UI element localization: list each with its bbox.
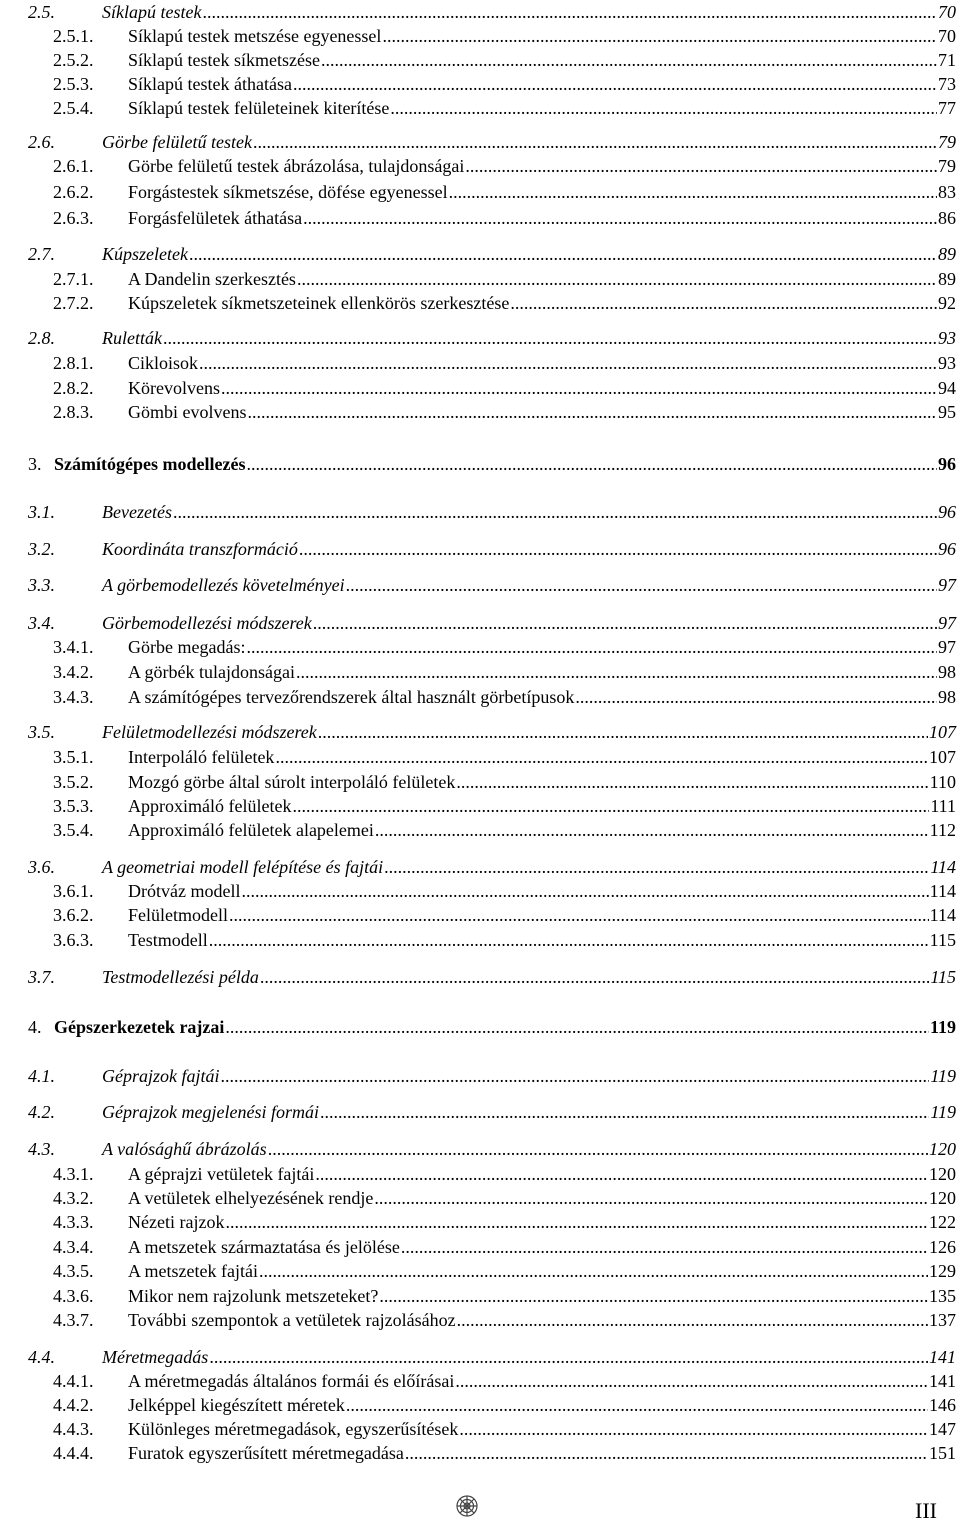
toc-entry-number: 3.4.2. (53, 662, 94, 682)
toc-entry-number: 3.5. (28, 722, 55, 742)
toc-entry-number: 2.6. (28, 132, 55, 152)
toc-entry[interactable] (53, 1187, 956, 1209)
toc-dot-leader (459, 1418, 928, 1440)
toc-dot-leader (189, 243, 937, 265)
toc-entry[interactable] (53, 661, 956, 683)
toc-dot-leader (209, 1346, 928, 1368)
toc-entry-page: 110 (929, 772, 956, 792)
toc-entry-title: Géprajzok megjelenési formái (102, 1102, 319, 1122)
toc-entry-title: Síklapú testek felületeinek kiterítése (128, 98, 390, 118)
toc-entry-number: 3.3. (28, 575, 55, 595)
toc-entry-title: A görbemodellezés követelményei (102, 575, 345, 595)
toc-entry-title: Bevezetés (102, 502, 172, 522)
toc-entry-page: 120 (929, 1188, 956, 1208)
toc-dot-leader (173, 501, 937, 523)
toc-dot-leader (296, 661, 937, 683)
toc-entry-number: 4.4.4. (53, 1443, 94, 1463)
toc-entry-title: Koordináta transzformáció (102, 539, 298, 559)
toc-dot-leader (199, 352, 937, 374)
toc-entry-page: 71 (938, 50, 956, 70)
toc-entry-title: Felületmodell (128, 905, 228, 925)
toc-dot-leader (321, 49, 937, 71)
toc-entry-number: 4.3.7. (53, 1310, 94, 1330)
toc-entry-page: 114 (930, 857, 956, 877)
toc-entry-page: 94 (938, 378, 956, 398)
toc-entry-page: 111 (930, 796, 956, 816)
toc-entry-title: Testmodellezési példa (102, 967, 259, 987)
toc-entry-page: 70 (938, 2, 956, 22)
toc-entry[interactable] (53, 746, 956, 768)
toc-entry-title: Síklapú testek áthatása (128, 74, 292, 94)
toc-entry-title: Furatok egyszerűsített méretmegadása (128, 1443, 404, 1463)
toc-entry-page: 120 (929, 1164, 956, 1184)
toc-entry-title: A vetületek elhelyezésének rendje (128, 1188, 374, 1208)
toc-entry-page: 135 (929, 1286, 956, 1306)
toc-dot-leader (221, 1065, 930, 1087)
toc-dot-leader (449, 181, 937, 203)
toc-entry-page: 112 (929, 820, 956, 840)
toc-entry-title: Felületmodellezési módszerek (102, 722, 317, 742)
toc-entry-title: Síklapú testek síkmetszése (128, 50, 320, 70)
toc-entry-title: Approximáló felületek (128, 796, 292, 816)
toc-entry-page: 89 (938, 244, 956, 264)
toc-dot-leader (510, 292, 937, 314)
toc-dot-leader (225, 1211, 928, 1233)
toc-entry-page: 86 (938, 208, 956, 228)
toc-entry-number: 3.2. (28, 539, 55, 559)
toc-entry-number: 2.6.3. (53, 208, 94, 228)
toc-entry[interactable] (53, 1309, 956, 1331)
toc-entry-page: 114 (929, 905, 956, 925)
toc-entry[interactable] (28, 538, 956, 560)
toc-dot-leader (379, 1285, 928, 1307)
rosette-ornament-icon (455, 1494, 479, 1518)
toc-entry-number: 4.3.2. (53, 1188, 94, 1208)
toc-entry[interactable] (53, 1211, 956, 1233)
toc-entry-page: 96 (938, 502, 956, 522)
toc-entry-number: 2.5.4. (53, 98, 94, 118)
toc-entry[interactable] (53, 1442, 956, 1464)
toc-dot-leader (292, 795, 929, 817)
toc-dot-leader (315, 1163, 928, 1185)
toc-entry-page: 93 (938, 328, 956, 348)
toc-entry[interactable] (53, 1260, 956, 1282)
toc-entry[interactable] (53, 636, 956, 658)
toc-entry-title: Géprajzok fajtái (102, 1066, 220, 1086)
toc-dot-leader (457, 1309, 928, 1331)
toc-entry-title: További szempontok a vetületek rajzolásához (128, 1310, 456, 1330)
toc-entry-number: 3.5.2. (53, 772, 94, 792)
toc-entry-number: 4.1. (28, 1066, 55, 1086)
toc-entry[interactable] (28, 1346, 956, 1368)
toc-entry[interactable] (53, 377, 956, 399)
toc-entry-number: 2.5. (28, 2, 55, 22)
toc-entry-page: 97 (938, 575, 956, 595)
toc-entry-page: 98 (938, 687, 956, 707)
toc-entry-page: 137 (929, 1310, 956, 1330)
toc-entry-title: Drótváz modell (128, 881, 241, 901)
toc-entry-number: 3.4.3. (53, 687, 94, 707)
toc-entry-number: 4.3.3. (53, 1212, 94, 1232)
toc-entry[interactable] (53, 352, 956, 374)
toc-entry[interactable] (53, 155, 956, 177)
toc-entry[interactable] (53, 1370, 956, 1392)
toc-entry-page: 73 (938, 74, 956, 94)
toc-entry-title: A metszetek fajtái (128, 1261, 258, 1281)
toc-dot-leader (405, 1442, 928, 1464)
toc-dot-leader (346, 1394, 928, 1416)
toc-entry-number: 2.7. (28, 244, 55, 264)
toc-entry[interactable] (53, 929, 956, 951)
toc-entry-page: 122 (929, 1212, 956, 1232)
page-number: III (915, 1498, 937, 1523)
toc-entry-page: 97 (938, 613, 956, 633)
toc-entry-page: 92 (938, 293, 956, 313)
toc-entry-number: 2.8. (28, 328, 55, 348)
toc-entry-title: Különleges méretmegadások, egyszerűsítések (128, 1419, 459, 1439)
toc-entry-title: Görbe felületű testek (102, 132, 252, 152)
toc-entry-number: 4.4.1. (53, 1371, 94, 1391)
toc-entry-number: 3.6. (28, 857, 55, 877)
toc-entry-number: 4.3.6. (53, 1286, 94, 1306)
toc-entry-page: 147 (929, 1419, 956, 1439)
toc-entry-page: 98 (938, 662, 956, 682)
toc-entry[interactable] (28, 1016, 956, 1038)
toc-entry-title: Nézeti rajzok (128, 1212, 225, 1232)
toc-entry-number: 3.5.4. (53, 820, 94, 840)
toc-dot-leader (456, 771, 928, 793)
toc-entry[interactable] (53, 686, 956, 708)
toc-entry-title: Forgástestek síkmetszése, döfése egyenessel (128, 182, 448, 202)
toc-dot-leader (241, 880, 928, 902)
toc-entry-page: 95 (938, 402, 956, 422)
toc-entry-number: 2.7.2. (53, 293, 94, 313)
toc-entry-number: 4.4. (28, 1347, 55, 1367)
toc-entry[interactable] (53, 795, 956, 817)
toc-dot-leader (221, 377, 937, 399)
toc-entry[interactable] (28, 327, 956, 349)
toc-entry[interactable] (28, 574, 956, 596)
toc-entry-number: 2.8.3. (53, 402, 94, 422)
toc-dot-leader (390, 97, 937, 119)
toc-entry-number: 4.3.1. (53, 1164, 94, 1184)
toc-dot-leader (246, 636, 937, 658)
toc-entry-number: 4.3. (28, 1139, 55, 1159)
toc-entry-page: 146 (929, 1395, 956, 1415)
toc-dot-leader (320, 1101, 929, 1123)
toc-dot-leader (268, 1138, 928, 1160)
toc-entry-page: 70 (938, 26, 956, 46)
toc-dot-leader (293, 73, 937, 95)
toc-dot-leader (297, 268, 937, 290)
toc-entry-title: A geometriai modell felépítése és fajtái (102, 857, 384, 877)
toc-entry-title: A méretmegadás általános formái és előírásai (128, 1371, 455, 1391)
toc-dot-leader (401, 1236, 928, 1258)
toc-entry-title: Görbemodellezési módszerek (102, 613, 312, 633)
toc-entry-number: 3.6.2. (53, 905, 94, 925)
toc-entry-title: Görbe felületű testek ábrázolása, tulajdonságai (128, 156, 465, 176)
toc-entry-number: 3.5.1. (53, 747, 94, 767)
toc-entry-title: Kúpszeletek (102, 244, 188, 264)
toc-entry[interactable] (53, 1418, 956, 1440)
toc-entry-page: 77 (938, 98, 956, 118)
toc-dot-leader (303, 207, 937, 229)
toc-entry[interactable] (53, 771, 956, 793)
toc-dot-leader (575, 686, 937, 708)
toc-entry-number: 3.4. (28, 613, 55, 633)
toc-dot-leader (382, 25, 937, 47)
toc-entry-title: Méretmegadás (102, 1347, 209, 1367)
toc-entry-page: 79 (938, 132, 956, 152)
toc-entry-title: A számítógépes tervezőrendszerek által használt görbetípusok (128, 687, 575, 707)
toc-entry[interactable] (53, 73, 956, 95)
toc-entry-title: Mozgó görbe által súrolt interpoláló felületek (128, 772, 456, 792)
toc-entry[interactable] (53, 97, 956, 119)
toc-dot-leader (259, 1260, 928, 1282)
toc-entry-page: 114 (929, 881, 956, 901)
toc-entry-page: 93 (938, 353, 956, 373)
toc-entry-page: 107 (929, 722, 956, 742)
toc-entry[interactable] (28, 131, 956, 153)
toc-entry[interactable] (53, 880, 956, 902)
toc-entry[interactable] (28, 501, 956, 523)
toc-entry-number: 3.6.1. (53, 881, 94, 901)
toc-dot-leader (260, 966, 930, 988)
toc-dot-leader (318, 721, 928, 743)
toc-dot-leader (313, 612, 937, 634)
toc-entry-number: 4.2. (28, 1102, 55, 1122)
toc-entry-title: Testmodell (128, 930, 208, 950)
toc-entry-title: Gömbi evolvens (128, 402, 247, 422)
toc-entry-page: 141 (929, 1371, 956, 1391)
toc-entry-number: 2.8.2. (53, 378, 94, 398)
toc-entry[interactable] (28, 1101, 956, 1123)
toc-entry-number: 4. (28, 1017, 42, 1037)
toc-entry-page: 120 (929, 1139, 956, 1159)
toc-entry-page: 83 (938, 182, 956, 202)
toc-entry-page: 89 (938, 269, 956, 289)
toc-entry-title: Görbe megadás: (128, 637, 246, 657)
toc-entry[interactable] (53, 268, 956, 290)
toc-entry[interactable] (53, 25, 956, 47)
toc-entry[interactable] (53, 1285, 956, 1307)
toc-entry-title: A valósághű ábrázolás (102, 1139, 267, 1159)
toc-dot-leader (163, 327, 937, 349)
toc-dot-leader (209, 929, 929, 951)
toc-entry-title: Ruletták (102, 328, 162, 348)
toc-entry-page: 107 (929, 747, 956, 767)
toc-entry-page: 126 (929, 1237, 956, 1257)
toc-entry-number: 2.7.1. (53, 269, 94, 289)
toc-dot-leader (455, 1370, 928, 1392)
toc-entry-number: 3.5.3. (53, 796, 94, 816)
toc-dot-leader (374, 1187, 928, 1209)
toc-entry-number: 2.5.1. (53, 26, 94, 46)
toc-entry-number: 3. (28, 454, 42, 474)
toc-entry[interactable] (28, 721, 956, 743)
toc-entry[interactable] (53, 819, 956, 841)
toc-entry[interactable] (53, 1163, 956, 1185)
toc-entry[interactable] (28, 453, 956, 475)
toc-dot-leader (384, 856, 929, 878)
toc-dot-leader (375, 819, 929, 841)
toc-entry[interactable] (53, 207, 956, 229)
toc-entry-title: Síklapú testek (102, 2, 202, 22)
toc-entry-page: 115 (929, 930, 956, 950)
toc-entry[interactable] (53, 1236, 956, 1258)
toc-entry-title: Számítógépes modellezés (54, 454, 246, 474)
toc-entry-title: Interpoláló felületek (128, 747, 275, 767)
toc-entry-title: Síklapú testek metszése egyenessel (128, 26, 382, 46)
toc-entry-number: 3.4.1. (53, 637, 94, 657)
toc-entry[interactable] (53, 181, 956, 203)
toc-entry-title: A metszetek származtatása és jelölése (128, 1237, 400, 1257)
toc-dot-leader (229, 904, 929, 926)
toc-entry-title: Cikloisok (128, 353, 199, 373)
toc-entry-number: 2.8.1. (53, 353, 94, 373)
toc-dot-leader (253, 131, 937, 153)
toc-entry[interactable] (53, 1394, 956, 1416)
toc-entry[interactable] (28, 856, 956, 878)
toc-entry[interactable] (53, 49, 956, 71)
toc-entry-title: Körevolvens (128, 378, 220, 398)
toc-entry-number: 4.4.3. (53, 1419, 94, 1439)
toc-entry-title: A géprajzi vetületek fajtái (128, 1164, 315, 1184)
toc-entry-title: Jelképpel kiegészített méretek (128, 1395, 345, 1415)
toc-entry-title: A görbék tulajdonságai (128, 662, 295, 682)
toc-entry[interactable] (28, 966, 956, 988)
toc-dot-leader (299, 538, 937, 560)
toc-entry-page: 151 (929, 1443, 956, 1463)
toc-entry-page: 119 (930, 1102, 956, 1122)
toc-entry-page: 96 (938, 539, 956, 559)
toc-entry[interactable] (28, 612, 956, 634)
toc-dot-leader (275, 746, 928, 768)
toc-entry-number: 4.3.4. (53, 1237, 94, 1257)
toc-entry-number: 3.1. (28, 502, 55, 522)
toc-entry[interactable] (53, 401, 956, 423)
toc-entry-page: 97 (938, 637, 956, 657)
toc-dot-leader (248, 401, 938, 423)
toc-dot-leader (246, 453, 937, 475)
toc-entry-title: Forgásfelületek áthatása (128, 208, 303, 228)
toc-entry-page: 129 (929, 1261, 956, 1281)
toc-dot-leader (346, 574, 937, 596)
toc-entry-title: Gépszerkezetek rajzai (54, 1017, 225, 1037)
toc-entry-page: 96 (938, 454, 956, 474)
toc-entry[interactable] (53, 292, 956, 314)
toc-entry-number: 3.7. (28, 967, 55, 987)
toc-entry[interactable] (28, 1065, 956, 1087)
toc-entry[interactable] (28, 243, 956, 265)
toc-dot-leader (225, 1016, 929, 1038)
toc-entry-page: 141 (929, 1347, 956, 1367)
toc-entry-number: 2.6.1. (53, 156, 94, 176)
toc-entry-title: A Dandelin szerkesztés (128, 269, 296, 289)
toc-entry-page: 119 (929, 1017, 956, 1037)
toc-entry[interactable] (28, 1138, 956, 1160)
toc-entry-title: Mikor nem rajzolunk metszeteket? (128, 1286, 379, 1306)
toc-entry-number: 4.4.2. (53, 1395, 94, 1415)
toc-entry-number: 2.5.2. (53, 50, 94, 70)
toc-entry-number: 2.6.2. (53, 182, 94, 202)
toc-entry-page: 79 (938, 156, 956, 176)
toc-entry-page: 119 (930, 1066, 956, 1086)
toc-entry[interactable] (53, 904, 956, 926)
toc-entry-title: Kúpszeletek síkmetszeteinek ellenkörös szerkesztése (128, 293, 510, 313)
toc-entry-page: 115 (930, 967, 956, 987)
toc-entry-number: 3.6.3. (53, 930, 94, 950)
toc-entry[interactable] (28, 1, 956, 23)
toc-entry-number: 4.3.5. (53, 1261, 94, 1281)
toc-dot-leader (202, 1, 937, 23)
toc-dot-leader (465, 155, 937, 177)
toc-entry-title: Approximáló felületek alapelemei (128, 820, 374, 840)
toc-entry-number: 2.5.3. (53, 74, 94, 94)
